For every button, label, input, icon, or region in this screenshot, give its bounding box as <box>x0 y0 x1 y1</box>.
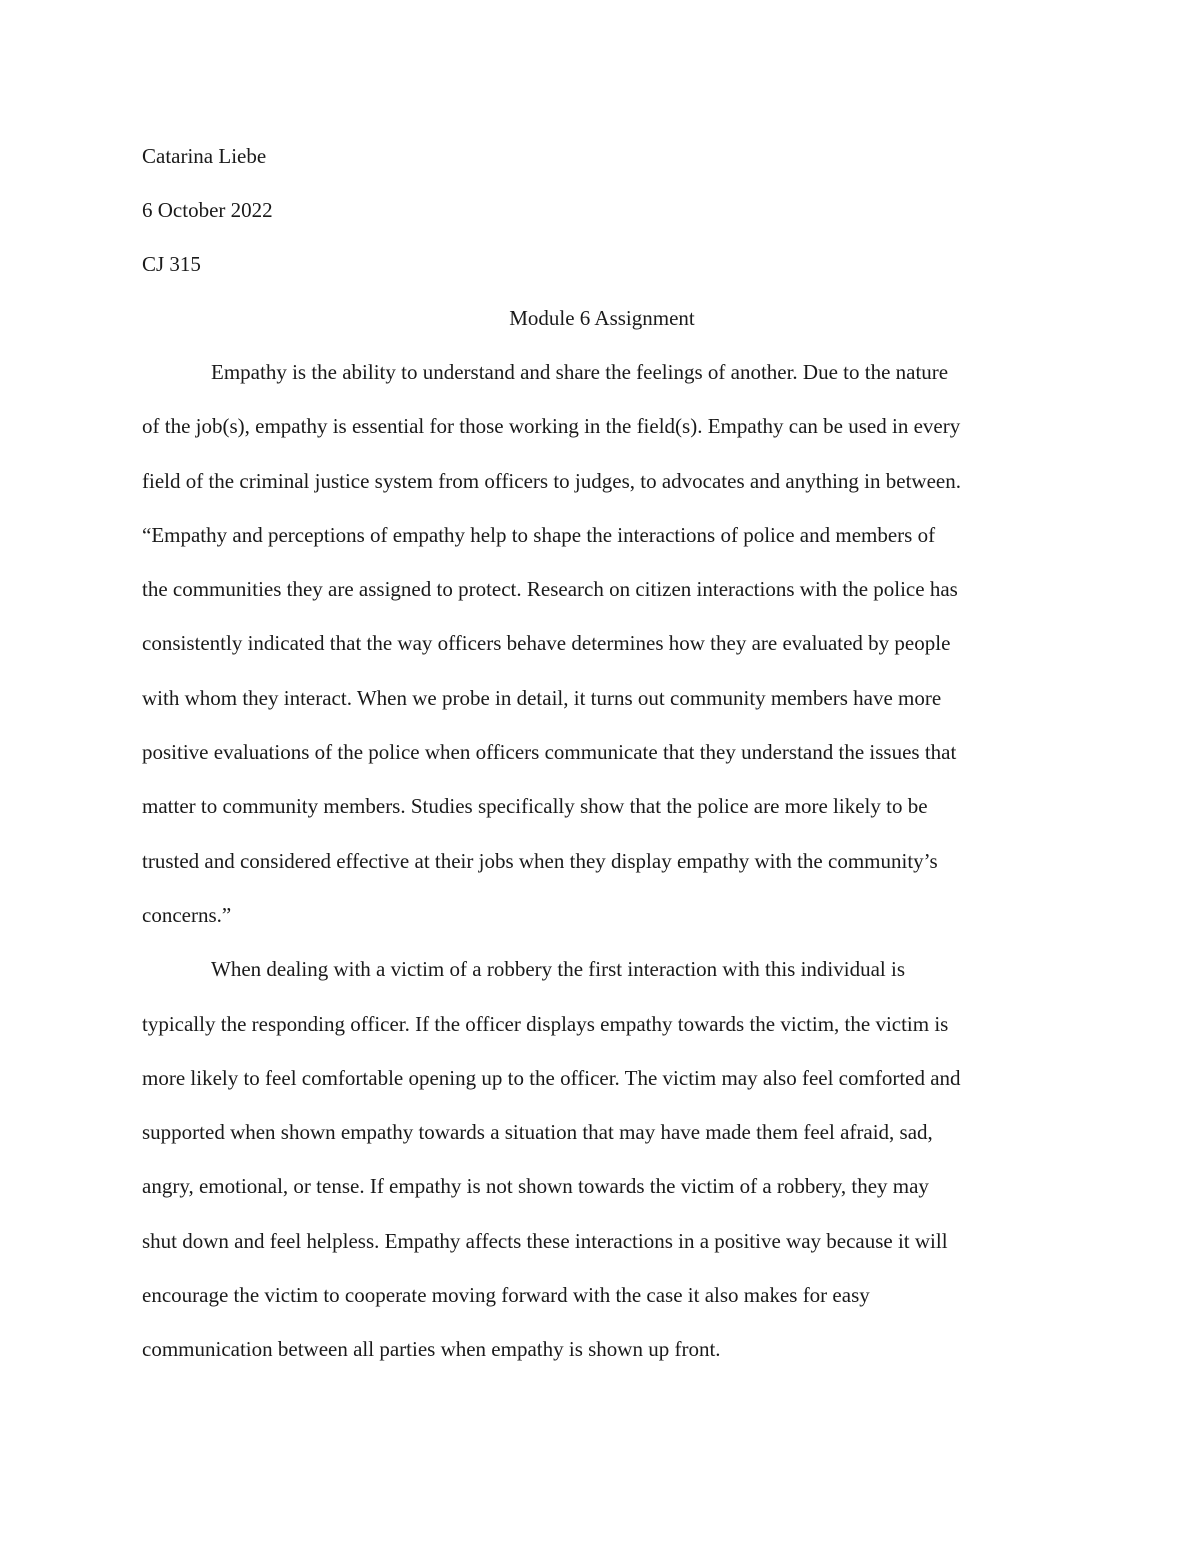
paragraph-line: Empathy is the ability to understand and share the feelings of another. Due to the nature <box>211 360 949 384</box>
paragraph-line: encourage the victim to cooperate moving forward with the case it also makes for easy <box>142 1283 870 1308</box>
document-header <box>142 140 1062 302</box>
document-date: 6 October 2022 <box>142 198 273 222</box>
paragraph-line: angry, emotional, or tense. If empathy is not shown towards the victim of a robbery, they may <box>142 1174 929 1199</box>
paragraph-line: concerns.” <box>142 902 232 927</box>
paragraph-line: typically the responding officer. If the officer displays empathy towards the victim, the victim is <box>142 1011 949 1036</box>
paragraph-line: supported when shown empathy towards a situation that may have made them feel afraid, sad, <box>142 1120 933 1145</box>
paragraph-line: shut down and feel helpless. Empathy affects these interactions in a positive way because it will <box>142 1228 948 1253</box>
paragraph-line: matter to community members. Studies specifically show that the police are more likely to be <box>142 794 928 819</box>
paragraph-line: field of the criminal justice system from officers to judges, to advocates and anything in between. <box>142 468 961 493</box>
paragraph-2 <box>142 953 1062 1387</box>
paragraph-line: positive evaluations of the police when officers communicate that they understand the issues that <box>142 740 957 765</box>
document-body <box>142 356 1062 1388</box>
paragraph-line: “Empathy and perceptions of empathy help to shape the interactions of police and members of <box>142 522 936 547</box>
paragraph-line: of the job(s), empathy is essential for those working in the field(s). Empathy can be used in every <box>142 414 961 439</box>
course-code: CJ 315 <box>142 252 201 276</box>
paragraph-line: trusted and considered effective at their jobs when they display empathy with the community’s <box>142 848 938 873</box>
paragraph-line: the communities they are assigned to protect. Research on citizen interactions with the police has <box>142 577 958 602</box>
paragraph-line: communication between all parties when empathy is shown up front. <box>142 1337 721 1362</box>
paragraph-line: When dealing with a victim of a robbery the first interaction with this individual is <box>211 957 906 982</box>
paragraph-1 <box>142 356 1062 953</box>
paragraph-line: more likely to feel comfortable opening up to the officer. The victim may also feel comforted and <box>142 1065 961 1090</box>
document-title: Module 6 Assignment <box>509 306 695 330</box>
author-name: Catarina Liebe <box>142 144 267 168</box>
paragraph-line: with whom they interact. When we probe in detail, it turns out community members have more <box>142 685 942 710</box>
paragraph-line: consistently indicated that the way officers behave determines how they are evaluated by people <box>142 631 951 656</box>
